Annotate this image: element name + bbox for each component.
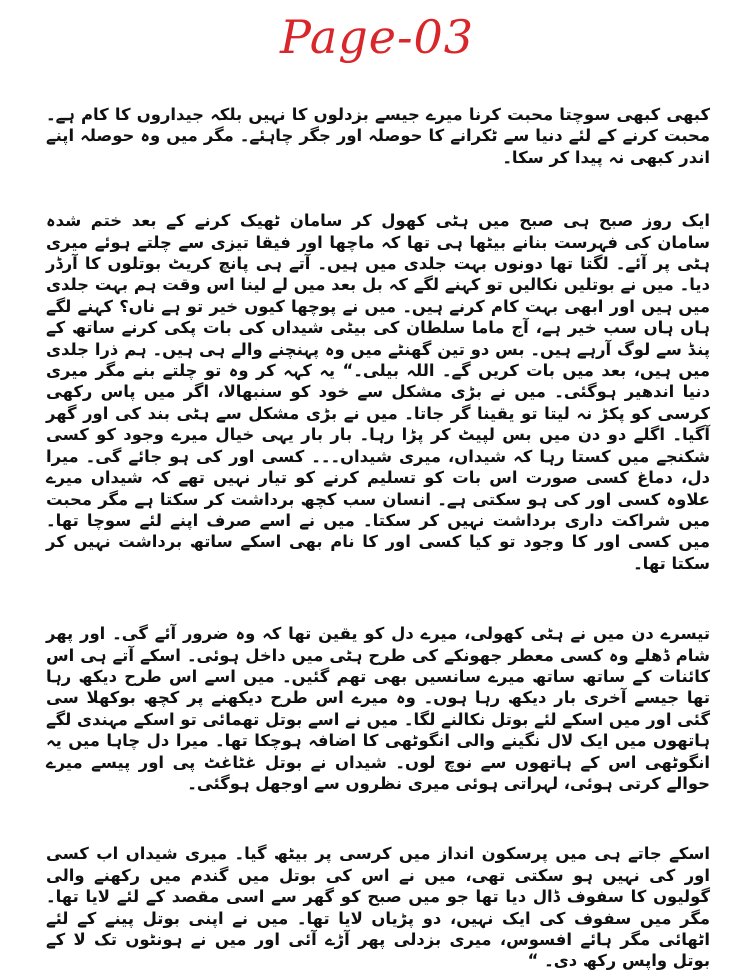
paragraph-4: اسکے جاتے ہی میں پرسکون انداز میں کرسی پر بیٹھ گیا۔ میری شیداں اب کسی اور کی نہیں ہو سکتی تھی، میں نے اس کی بوتل میں گندم میں رکھنے والی گولیوں کا سفوف ڈال دیا تھا جو میں صبح کو گھر سے اسی مقصد کے لئے لایا تھا۔ مگر میں سفوف کی ایک نہیں، دو پڑیاں لایا تھا۔ میں نے اپنی بوتل پینے کے لئے اٹھائی مگر ہائے افسوس، میری بزدلی پھر آڑے آئی اور میں نے ہونٹوں تک لا کے بوتل واپس رکھ دی۔ “ [46, 844, 710, 971]
paragraph-2: ایک روز صبح ہی صبح میں ہٹی کھول کر سامان ٹھیک کرنے کے بعد ختم شدہ سامان کی فہرست بنانے بیٹھا ہی تھا کہ ماچھا اور فیقا تیزی سے چلتے ہوئے میری ہٹی پر آئے۔ لگتا تھا دونوں بہت جلدی میں ہیں۔ آتے ہی پانچ کریٹ بوتلوں کا آرڈر دیا۔ میں نے بوتلیں نکالیں تو کہنے لگے کہ بل بعد میں لے لینا اس وقت ہم بہت جلدی میں ہیں اور ابھی بہت کام کرنے ہیں۔ میں نے پوچھا کیوں خیر تو ہے ناں؟ کہنے لگے ہاں ہاں سب خیر ہے، آج ماما سلطان کی بیٹی شیداں کی بات پکی کرنے ساتھ کے پنڈ سے لوگ آرہے ہیں۔ بس دو تین گھنٹے میں وہ پہنچنے والے ہی ہیں۔ ہم ذرا جلدی میں ہیں، بعد میں بات کریں گے۔ اللہ بیلی۔“ یہ کہہ کر وہ تو چلتے بنے مگر میری دنیا اندھیر ہوگئی۔ میں نے بڑی مشکل سے خود کو سنبھالا، اگر میں پاس رکھی کرسی کو پکڑ نہ لیتا تو یقینا گر جاتا۔ میں نے بڑی مشکل سے ہٹی بند کی اور گھر آگیا۔ اگلے دو دن میں بس لپیٹ کر پڑا رہا۔ بار بار یہی خیال میرے وجود کو کسی شکنجے میں کستا رہا کہ شیداں، میری شیداں۔۔۔ کسی اور کی ہو جائے گی۔ میرا دل، دماغ کسی صورت اس بات کو تسلیم کرنے کو تیار نہیں تھے کہ شیداں میرے علاوہ کسی اور کی ہو سکتی ہے۔ انسان سب کچھ برداشت کر سکتا ہے مگر محبت میں شراکت داری برداشت نہیں کر سکتا۔ میں نے اسے صرف اپنے لئے سوچا تھا۔ میں کسی اور کا وجود تو کیا کسی اور کا نام بھی اسکے ساتھ برداشت نہیں کر سکتا تھا۔ [46, 211, 710, 573]
page-title: Page-03 [279, 10, 475, 64]
paragraph-1: کبھی کبھی سوچتا محبت کرنا میرے جیسے بزدلوں کا نہیں بلکہ جیداروں کا کام ہے۔ محبت کرنے کے لئے دنیا سے ٹکرانے کا حوصلہ اور جگر چاہئے۔ مگر میں وہ حوصلہ اپنے اندر کبھی نہ پیدا کر سکا۔ [46, 105, 710, 167]
paragraph-3: تیسرے دن میں نے ہٹی کھولی، میرے دل کو یقین تھا کہ وہ ضرور آئے گی۔ اور پھر شام ڈھلے وہ کسی معطر جھونکے کی طرح ہٹی میں داخل ہوئی۔ اسکے آتے ہی اس کائنات کے ساتھ ساتھ میرے سانسیں بھی تھم گئیں۔ میں اسے اس طرح دیکھ رہا تھا جیسے آخری بار دیکھ رہا ہوں۔ وہ میرے اس طرح دیکھنے پر کچھ بوکھلا سی گئی اور میں اسکے لئے بوتل نکالنے لگا۔ میں نے اسے بوتل تھمائی تو اسکے مہندی لگے ہاتھوں میں ایک لال نگینے والی انگوٹھی کا اضافہ ہوچکا تھا۔ میرا دل چاہا میں یہ انگوٹھی اس کے ہاتھوں سے نوچ لوں۔ شیداں نے بوتل غٹاغٹ پی اور پیسے میرے حوالے کرتی ہوئی، لہراتی ہوئی میری نظروں سے اوجھل ہوگئی۔ [46, 624, 710, 793]
story-text [46, 104, 710, 972]
